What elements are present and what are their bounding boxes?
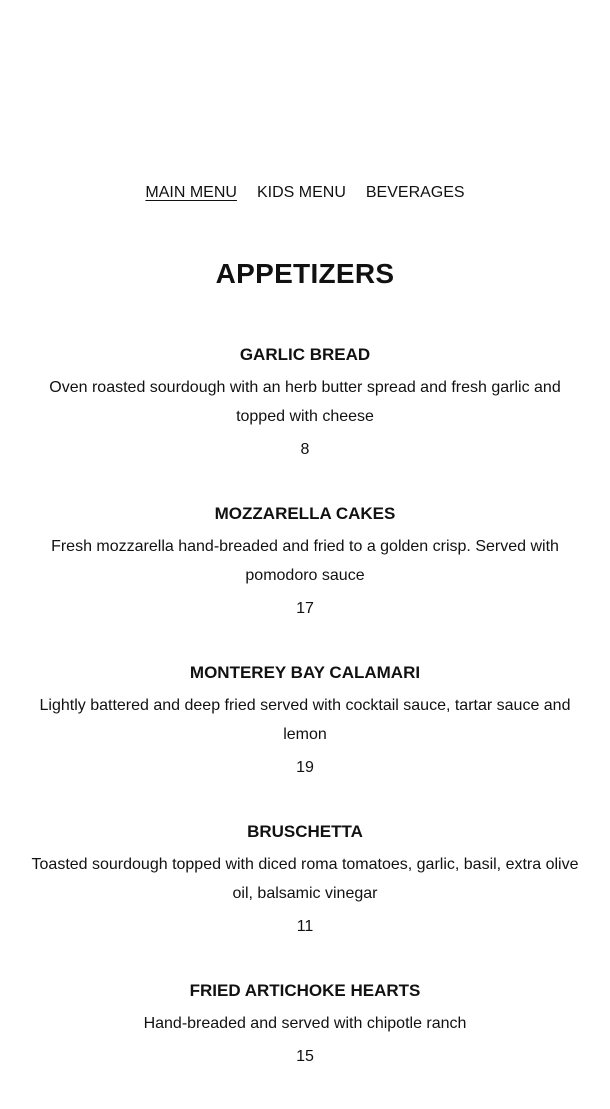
item-price: 19 <box>296 759 314 776</box>
tab-main-menu[interactable]: MAIN MENU <box>145 184 237 201</box>
item-price: 15 <box>296 1048 314 1065</box>
item-price: 8 <box>300 441 310 458</box>
menu-item-bruschetta <box>30 820 580 938</box>
item-description: Hand-breaded and served with chipotle ranch <box>143 1015 467 1032</box>
tab-kids-menu[interactable]: KIDS MENU <box>256 184 346 201</box>
menu-item-garlic-bread <box>30 343 580 461</box>
menu-item-fried-artichoke-hearts <box>30 979 580 1068</box>
menu-item-monterey-bay-calamari <box>30 661 580 779</box>
item-name: MOZZARELLA CAKES <box>214 504 396 523</box>
menu-tabs <box>0 182 610 204</box>
item-name: FRIED ARTICHOKE HEARTS <box>189 981 421 1000</box>
item-name: BRUSCHETTA <box>247 822 363 841</box>
item-description: Toasted sourdough topped with diced roma tomatoes, garlic, basil, extra olive oil, balsamic vinegar <box>31 856 579 902</box>
item-name: MONTEREY BAY CALAMARI <box>189 663 421 682</box>
item-description: Oven roasted sourdough with an herb butter spread and fresh garlic and topped with cheese <box>49 379 561 425</box>
menu-items-list <box>30 343 580 1109</box>
item-price: 11 <box>296 918 314 935</box>
item-description: Fresh mozzarella hand-breaded and fried to a golden crisp. Served with pomodoro sauce <box>51 538 559 584</box>
menu-item-mozzarella-cakes <box>30 502 580 620</box>
item-price: 17 <box>296 600 314 617</box>
item-name: GARLIC BREAD <box>239 345 371 364</box>
item-description: Lightly battered and deep fried served with cocktail sauce, tartar sauce and lemon <box>39 697 571 743</box>
tab-beverages[interactable]: BEVERAGES <box>365 184 465 201</box>
section-title: APPETIZERS <box>215 258 395 289</box>
